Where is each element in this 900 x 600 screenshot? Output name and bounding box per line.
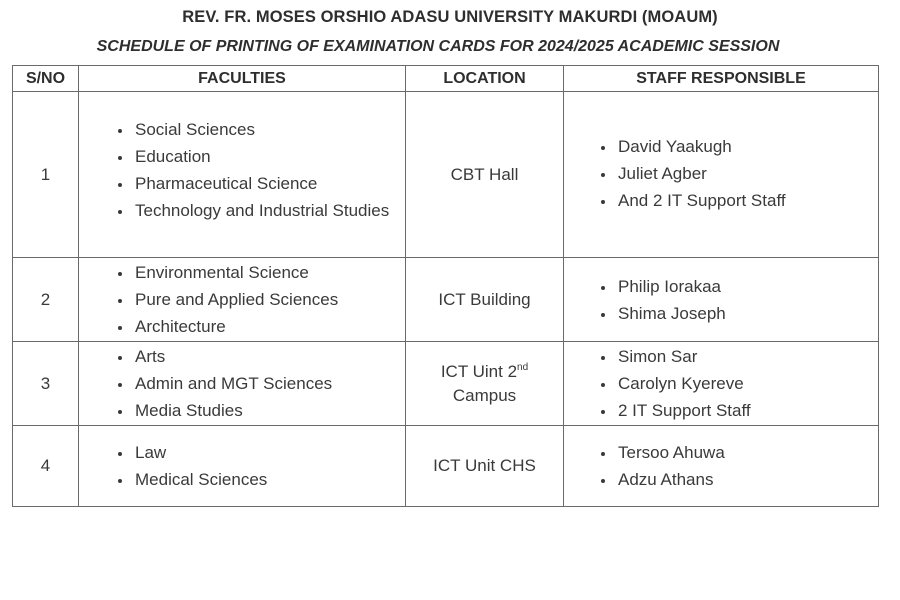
faculty-item: • Social Sciences <box>133 116 405 143</box>
header-sno: S/NO <box>13 66 79 92</box>
faculty-list <box>79 116 405 224</box>
staff-list <box>564 273 878 327</box>
staff-item: • Juliet Agber <box>616 160 878 187</box>
table-row <box>13 258 879 342</box>
table-header-row <box>13 66 879 92</box>
faculty-item: • Law <box>133 439 405 466</box>
faculty-item: • Admin and MGT Sciences <box>133 370 405 397</box>
faculty-item: • Pharmaceutical Science <box>133 170 405 197</box>
header-faculties: FACULTIES <box>79 66 406 92</box>
faculties-cell <box>79 92 406 258</box>
table-row <box>13 426 879 507</box>
staff-cell <box>564 92 879 258</box>
staff-item: • Tersoo Ahuwa <box>616 439 878 466</box>
location-text: ICT Uint 2 <box>440 361 518 381</box>
location-cell: ICT Building <box>406 258 564 342</box>
header-location: LOCATION <box>406 66 564 92</box>
schedule-table <box>12 65 879 507</box>
staff-item: • Shima Joseph <box>616 300 878 327</box>
faculty-item: • Media Studies <box>133 397 405 424</box>
table-row <box>13 92 879 258</box>
staff-list <box>564 133 878 214</box>
location-cell <box>406 342 564 426</box>
faculty-item: • Architecture <box>133 313 405 340</box>
faculty-item: • Arts <box>133 343 405 370</box>
header-staff: STAFF RESPONSIBLE <box>564 66 879 92</box>
staff-item: • Simon Sar <box>616 343 878 370</box>
sno-cell: 2 <box>13 258 79 342</box>
staff-cell <box>564 342 879 426</box>
staff-item: • Carolyn Kyereve <box>616 370 878 397</box>
location-text-line2: Campus <box>452 385 517 405</box>
location-ordinal: nd <box>517 361 529 373</box>
sno-cell: 1 <box>13 92 79 258</box>
table-row <box>13 342 879 426</box>
staff-item: • Adzu Athans <box>616 466 878 493</box>
faculty-item: • Education <box>133 143 405 170</box>
faculties-cell <box>79 258 406 342</box>
faculty-item: • Medical Sciences <box>133 466 405 493</box>
faculty-item: • Technology and Industrial Studies <box>133 197 405 224</box>
sno-cell: 3 <box>13 342 79 426</box>
faculty-list <box>79 439 405 493</box>
staff-item: • Philip Iorakaa <box>616 273 878 300</box>
staff-item: • 2 IT Support Staff <box>616 397 878 424</box>
location-cell: ICT Unit CHS <box>406 426 564 507</box>
faculty-item: • Environmental Science <box>133 259 405 286</box>
faculties-cell <box>79 426 406 507</box>
staff-cell <box>564 426 879 507</box>
faculty-list <box>79 343 405 424</box>
staff-item: • And 2 IT Support Staff <box>616 187 878 214</box>
faculty-item: • Pure and Applied Sciences <box>133 286 405 313</box>
sno-cell: 4 <box>13 426 79 507</box>
staff-list <box>564 439 878 493</box>
faculties-cell <box>79 342 406 426</box>
staff-item: • David Yaakugh <box>616 133 878 160</box>
faculty-list <box>79 259 405 340</box>
staff-list <box>564 343 878 424</box>
document-subtitle: SCHEDULE OF PRINTING OF EXAMINATION CARDS FOR 2024/2025 ACADEMIC SESSION <box>96 38 780 55</box>
document-title: REV. FR. MOSES ORSHIO ADASU UNIVERSITY MAKURDI (MOAUM) <box>182 8 718 26</box>
staff-cell <box>564 258 879 342</box>
location-cell: CBT Hall <box>406 92 564 258</box>
